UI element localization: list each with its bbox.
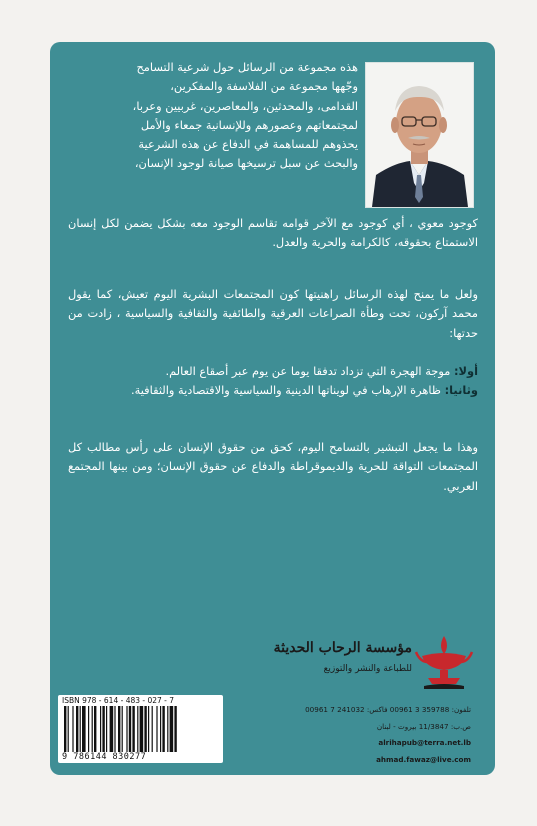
isbn-barcode-icon — [64, 706, 217, 752]
contact-email-primary: alrihapub@terra.net.lb — [378, 738, 471, 747]
contact-address: ص.ب: 11/3847 بيروت - لبنان — [376, 721, 471, 731]
intro-paragraph-continuation: كوجود معوي ، أي كوجود مع الآخر قوامه تقاسم الوجود معه بشكل يضمن لكل إنسان الاستمتاع بحقوقه، كالكرامة والحرية والعدل. — [68, 216, 478, 250]
relevance-paragraph: ولعل ما يمنح لهذه الرسائل راهنيتها كون المجتمعات البشرية اليوم تعيش، كما يقول محمد آركون، تحت وطأة الصراعات العرقية والطائفية والثقافية والسياسية ، زادت من حدتها: — [68, 287, 478, 340]
item-text-first: موجة الهجرة التي تزداد تدفقا يوما عن يوم عبر أصقاع العالم. — [165, 364, 454, 378]
intro-line: وجّهها مجموعة من الفلاسفة والمفكرين، — [170, 79, 358, 94]
publisher-lamp-logo-icon — [414, 632, 474, 690]
publisher-name: مؤسسة الرحاب الحديثة — [273, 640, 412, 656]
contact-info — [266, 702, 471, 768]
publisher-subtitle: للطباعة والنشر والتوزيع — [323, 664, 412, 674]
intro-line: والبحث عن سبل ترسيخها صيانة لوجود الإنسان، — [134, 156, 358, 171]
back-cover-panel — [50, 42, 495, 775]
isbn-block — [58, 695, 223, 763]
barcode-digits: 9 786144 830277 — [62, 752, 147, 762]
author-portrait-icon — [366, 63, 473, 207]
intro-line: القدامى، والمحدثين، والمعاصرين، غربيين وعربا، — [132, 98, 358, 113]
item-label-first: أولا: — [453, 364, 478, 378]
author-photo — [365, 62, 474, 208]
intro-line: هذه مجموعة من الرسائل حول شرعية التسامح — [136, 60, 358, 74]
intro-paragraph — [68, 58, 358, 174]
contact-phone: تلفون: 359788 3 00961 فاكس: 241032 7 00961 — [305, 705, 471, 714]
isbn-number: ISBN 978 - 614 - 483 - 027 - 7 — [62, 696, 175, 705]
item-text-second: ظاهرة الإرهاب في لويناتها الدينية والسياسية والاقتصادية والثقافية. — [130, 383, 445, 398]
conflict-item-first — [68, 362, 478, 381]
conclusion-paragraph: وهذا ما يجعل التبشير بالتسامح اليوم، كحق من حقوق الإنسان على رأس مطالب كل المجتمعات التواقة للحرية والديموقراطة والدفاع عن حقوق الإنسان؛ ومن بينها المجتمع العربي. — [68, 440, 478, 493]
intro-line: يحذوهم للمساهمة في الدفاع عن هذه الشرعية — [138, 137, 358, 152]
contact-email-secondary: ahmad.fawaz@live.com — [376, 754, 471, 764]
conflict-item-second — [68, 381, 478, 400]
conflicts-list — [68, 362, 478, 401]
intro-line: لمجتمعاتهم وعصورهم وللإنسانية جمعاء والأمل — [140, 117, 358, 132]
item-label-second: وثانيا: — [444, 383, 478, 398]
publisher-block — [264, 632, 474, 692]
